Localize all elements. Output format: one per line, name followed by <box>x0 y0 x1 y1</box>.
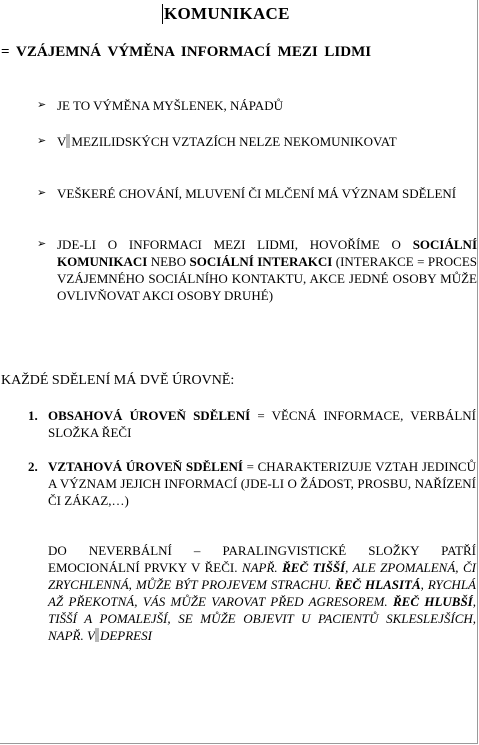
nonverbal-paragraph: DO NEVERBÁLNÍ – PARALINGVISTICKÉ SLOŽKY PATŘÍ EMOCIONÁLNÍ PRVKY V ŘEČI. NAPŘ. ŘEČ TIŠŠÍ, ALE ZPOMALENÁ, ČI ZRYCHLENNÁ, MŮŽE BÝT PROJEVEM STRACHU. ŘEČ HLASITÁ, RYCHLÁ AŽ PŘEKOTNÁ, VÁS MŮŽE VAROVAT PŘED AGRESOREM. ŘEČ HLUBŠÍ, TIŠŠÍ A POMALEJŠÍ, SE MŮŽE OBJEVIT U PACIENTŮ SKLESLEJŠÍCH, NAPŘ. V DEPRESI <box>48 543 476 643</box>
levels-heading: KAŽDÉ SDĚLENÍ MÁ DVĚ ÚROVNĚ: <box>1 373 235 388</box>
page-title: KOMUNIKACE <box>164 4 290 23</box>
selection-mark <box>95 628 99 642</box>
bullet-item-4: JDE-LI O INFORMACI MEZI LIDMI, HOVOŘÍME O SOCIÁLNÍ KOMUNIKACI NEBO SOCIÁLNÍ INTERAKCI (INTERAKCE = PROCES VZÁJEMNÉHO SOCIÁLNÍHO KONTAKTU, AKCE JEDNÉ OSOBY MŮŽE OVLIVŇOVAT AKCI OSOBY DRUHÉ) <box>57 237 478 303</box>
list-number: 1. <box>28 408 38 423</box>
level-item-2: VZTAHOVÁ ÚROVEŇ SDĚLENÍ = CHARAKTERIZUJE VZTAH JEDINCŮ A VÝZNAM JEJICH INFORMACÍ (JDE-LI O ŽÁDOST, PROSBU, NAŘÍZENÍ ČI ZÁKAZ,…) <box>48 459 476 508</box>
bullet-item-2: V MEZILIDSKÝCH VZTAZÍCH NELZE NEKOMUNIKOVAT <box>57 134 397 149</box>
arrow-bullet-icon: ➢ <box>37 135 47 147</box>
bullet-item-3: VEŠKERÉ CHOVÁNÍ, MLUVENÍ ČI MLČENÍ MÁ VÝZNAM SDĚLENÍ <box>57 186 457 201</box>
selection-mark <box>66 134 70 148</box>
bullet-item-1: JE TO VÝMĚNA MYŠLENEK, NÁPADŮ <box>57 98 283 113</box>
arrow-bullet-icon: ➢ <box>37 99 47 111</box>
level-item-1: OBSAHOVÁ ÚROVEŇ SDĚLENÍ = VĚCNÁ INFORMACE, VERBÁLNÍ SLOŽKA ŘEČI <box>48 408 476 440</box>
definition-line: = VZÁJEMNÁ VÝMĚNA INFORMACÍ MEZI LIDMI <box>1 44 372 60</box>
arrow-bullet-icon: ➢ <box>37 187 47 199</box>
arrow-bullet-icon: ➢ <box>37 238 47 250</box>
list-number: 2. <box>28 459 38 474</box>
text-cursor <box>162 4 163 24</box>
